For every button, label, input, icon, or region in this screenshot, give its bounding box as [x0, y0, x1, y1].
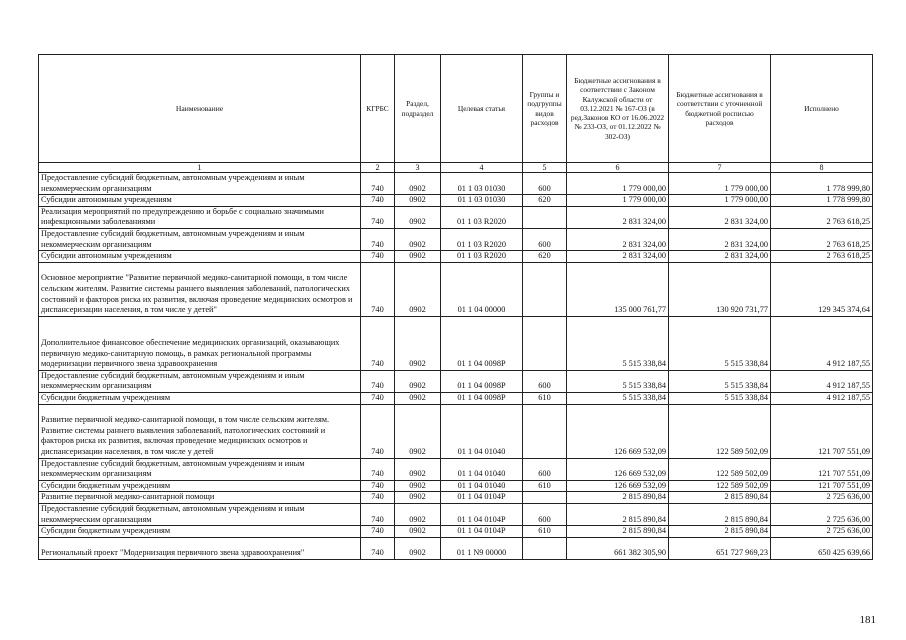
table-row [39, 251, 873, 263]
row-expense-type [523, 404, 567, 458]
row-kgrbs: 740 [361, 526, 395, 538]
row-expense-type [523, 262, 567, 316]
row-executed-amount: 1 778 999,80 [771, 173, 873, 195]
row-expense-type: 600 [523, 370, 567, 392]
row-law-amount: 2 815 890,84 [567, 503, 669, 525]
row-name: Предоставление субсидий бюджетным, автономным учреждениям и иным некоммерческим организациям [39, 458, 361, 480]
row-executed-amount: 650 425 639,66 [771, 537, 873, 559]
row-executed-amount: 121 707 551,09 [771, 458, 873, 480]
col-number: 4 [441, 163, 523, 173]
row-name: Основное мероприятие "Развитие первичной медико-санитарной помощи, в том числе сельским жителям. Развитие системы раннего выявления заболеваний, патологических состояний и факторов риска их развития, включая проведение медицинских осмотров и диспансеризации населения, в том числе у детей" [39, 262, 361, 316]
row-razdel: 0902 [395, 316, 441, 370]
row-law-amount: 2 831 324,00 [567, 206, 669, 228]
table-row [39, 392, 873, 404]
col-number: 5 [523, 163, 567, 173]
row-razdel: 0902 [395, 228, 441, 250]
row-target-article: 01 1 03 01030 [441, 173, 523, 195]
row-law-amount: 1 779 000,00 [567, 195, 669, 207]
row-law-amount: 5 515 338,84 [567, 316, 669, 370]
row-name: Развитие первичной медико-санитарной помощи [39, 492, 361, 504]
row-expense-type [523, 537, 567, 559]
table-row [39, 316, 873, 370]
table-row [39, 195, 873, 207]
table-row [39, 173, 873, 195]
row-name: Субсидии бюджетным учреждениям [39, 526, 361, 538]
row-target-article: 01 1 04 0104P [441, 503, 523, 525]
row-name: Реализация мероприятий по предупреждению и борьбе с социально значимыми инфекционными заболеваниями [39, 206, 361, 228]
row-executed-amount: 121 707 551,09 [771, 404, 873, 458]
row-law-amount: 126 669 532,09 [567, 458, 669, 480]
row-law-amount: 2 831 324,00 [567, 251, 669, 263]
header-executed: Исполнено [771, 55, 873, 163]
row-razdel: 0902 [395, 262, 441, 316]
row-expense-type [523, 316, 567, 370]
row-name: Дополнительное финансовое обеспечение медицинских организаций, оказывающих первичную медико-санитарную помощь, в рамках региональной программы модернизации первичного звена здравоохранения [39, 316, 361, 370]
row-law-amount: 126 669 532,09 [567, 480, 669, 492]
row-razdel: 0902 [395, 251, 441, 263]
row-target-article: 01 1 04 01040 [441, 458, 523, 480]
row-target-article: 01 1 04 0104P [441, 492, 523, 504]
row-kgrbs: 740 [361, 404, 395, 458]
row-name: Субсидии бюджетным учреждениям [39, 480, 361, 492]
table-row [39, 262, 873, 316]
row-executed-amount: 2 763 618,25 [771, 251, 873, 263]
row-law-amount: 2 815 890,84 [567, 526, 669, 538]
row-target-article: 01 1 03 01030 [441, 195, 523, 207]
row-razdel: 0902 [395, 503, 441, 525]
row-razdel: 0902 [395, 458, 441, 480]
row-rospis-amount: 2 831 324,00 [669, 206, 771, 228]
row-target-article: 01 1 04 0098P [441, 370, 523, 392]
row-rospis-amount: 2 815 890,84 [669, 492, 771, 504]
header-kgrbs: КГРБС [361, 55, 395, 163]
header-razdel: Раздел, подраздел [395, 55, 441, 163]
row-name: Предоставление субсидий бюджетным, автономным учреждениям и иным некоммерческим организациям [39, 228, 361, 250]
row-kgrbs: 740 [361, 370, 395, 392]
row-executed-amount: 2 763 618,25 [771, 206, 873, 228]
row-executed-amount: 2 763 618,25 [771, 228, 873, 250]
row-executed-amount: 121 707 551,09 [771, 480, 873, 492]
row-executed-amount: 4 912 187,55 [771, 370, 873, 392]
col-number: 2 [361, 163, 395, 173]
row-target-article: 01 1 04 0098P [441, 392, 523, 404]
col-number: 7 [669, 163, 771, 173]
row-razdel: 0902 [395, 480, 441, 492]
header-rospis-allocations: Бюджетные ассигнования в соответствии с уточненной бюджетной росписью расходов [669, 55, 771, 163]
row-target-article: 01 1 04 0104P [441, 526, 523, 538]
row-expense-type: 620 [523, 195, 567, 207]
row-rospis-amount: 2 831 324,00 [669, 228, 771, 250]
row-executed-amount: 2 725 636,00 [771, 526, 873, 538]
row-kgrbs: 740 [361, 480, 395, 492]
row-razdel: 0902 [395, 404, 441, 458]
row-razdel: 0902 [395, 370, 441, 392]
row-razdel: 0902 [395, 195, 441, 207]
row-kgrbs: 740 [361, 228, 395, 250]
col-number: 6 [567, 163, 669, 173]
row-rospis-amount: 5 515 338,84 [669, 316, 771, 370]
row-rospis-amount: 651 727 969,23 [669, 537, 771, 559]
row-executed-amount: 4 912 187,55 [771, 392, 873, 404]
table-row [39, 370, 873, 392]
row-razdel: 0902 [395, 392, 441, 404]
row-razdel: 0902 [395, 537, 441, 559]
row-law-amount: 1 779 000,00 [567, 173, 669, 195]
header-expense-type: Группы и подгруппы видов расходов [523, 55, 567, 163]
row-expense-type [523, 206, 567, 228]
row-executed-amount: 1 778 999,80 [771, 195, 873, 207]
row-executed-amount: 2 725 636,00 [771, 503, 873, 525]
row-name: Субсидии автономным учреждениям [39, 251, 361, 263]
row-kgrbs: 740 [361, 195, 395, 207]
row-target-article: 01 1 03 R2020 [441, 251, 523, 263]
row-law-amount: 126 669 532,09 [567, 404, 669, 458]
row-kgrbs: 740 [361, 492, 395, 504]
col-number: 8 [771, 163, 873, 173]
row-rospis-amount: 2 831 324,00 [669, 251, 771, 263]
row-expense-type: 620 [523, 251, 567, 263]
row-rospis-amount: 1 779 000,00 [669, 173, 771, 195]
row-kgrbs: 740 [361, 392, 395, 404]
row-kgrbs: 740 [361, 262, 395, 316]
table-row [39, 480, 873, 492]
row-target-article: 01 1 04 00000 [441, 262, 523, 316]
row-expense-type: 610 [523, 480, 567, 492]
row-rospis-amount: 5 515 338,84 [669, 392, 771, 404]
table-row [39, 503, 873, 525]
row-rospis-amount: 5 515 338,84 [669, 370, 771, 392]
row-razdel: 0902 [395, 206, 441, 228]
table-row [39, 228, 873, 250]
row-razdel: 0902 [395, 173, 441, 195]
row-law-amount: 2 815 890,84 [567, 492, 669, 504]
row-rospis-amount: 2 815 890,84 [669, 503, 771, 525]
row-rospis-amount: 1 779 000,00 [669, 195, 771, 207]
table-body [39, 173, 873, 560]
row-name: Развитие первичной медико-санитарной помощи, в том числе сельским жителям. Развитие системы раннего выявления заболеваний, патологических состояний и факторов риска их развития, включая проведение медицинских осмотров и диспансеризации населения, в том числе у детей [39, 404, 361, 458]
row-target-article: 01 1 04 01040 [441, 404, 523, 458]
row-name: Предоставление субсидий бюджетным, автономным учреждениям и иным некоммерческим организациям [39, 173, 361, 195]
col-number: 1 [39, 163, 361, 173]
row-name: Субсидии автономным учреждениям [39, 195, 361, 207]
row-name: Предоставление субсидий бюджетным, автономным учреждениям и иным некоммерческим организациям [39, 370, 361, 392]
table-row [39, 526, 873, 538]
row-law-amount: 5 515 338,84 [567, 392, 669, 404]
row-law-amount: 135 000 761,77 [567, 262, 669, 316]
row-rospis-amount: 130 920 731,77 [669, 262, 771, 316]
row-executed-amount: 4 912 187,55 [771, 316, 873, 370]
header-name: Наименование [39, 55, 361, 163]
row-kgrbs: 740 [361, 316, 395, 370]
row-kgrbs: 740 [361, 173, 395, 195]
row-name: Предоставление субсидий бюджетным, автономным учреждениям и иным некоммерческим организациям [39, 503, 361, 525]
budget-table [38, 54, 873, 560]
row-expense-type: 600 [523, 458, 567, 480]
table-header-row [39, 55, 873, 163]
row-name: Субсидии бюджетным учреждениям [39, 392, 361, 404]
row-kgrbs: 740 [361, 458, 395, 480]
table-row [39, 206, 873, 228]
row-target-article: 01 1 03 R2020 [441, 228, 523, 250]
table-row [39, 537, 873, 559]
row-law-amount: 661 382 305,90 [567, 537, 669, 559]
row-name: Региональный проект "Модернизация первичного звена здравоохранения" [39, 537, 361, 559]
row-razdel: 0902 [395, 492, 441, 504]
header-target-article: Целевая статья [441, 55, 523, 163]
row-expense-type [523, 492, 567, 504]
row-rospis-amount: 122 589 502,09 [669, 458, 771, 480]
column-number-row [39, 163, 873, 173]
header-law-allocations: Бюджетные ассигнования в соответствии с Законом Калужской области от 03.12.2021 № 167-ОЗ (в ред.Законов КО от 16.06.2022 № 233-ОЗ, от 01.12.2022 № 302-ОЗ) [567, 55, 669, 163]
row-expense-type: 610 [523, 392, 567, 404]
row-kgrbs: 740 [361, 206, 395, 228]
row-expense-type: 600 [523, 503, 567, 525]
col-number: 3 [395, 163, 441, 173]
row-target-article: 01 1 04 0098P [441, 316, 523, 370]
row-expense-type: 600 [523, 228, 567, 250]
row-kgrbs: 740 [361, 503, 395, 525]
row-razdel: 0902 [395, 526, 441, 538]
row-law-amount: 2 831 324,00 [567, 228, 669, 250]
row-kgrbs: 740 [361, 251, 395, 263]
row-expense-type: 600 [523, 173, 567, 195]
row-executed-amount: 2 725 636,00 [771, 492, 873, 504]
table-row [39, 404, 873, 458]
page-number: 181 [859, 614, 876, 626]
row-expense-type: 610 [523, 526, 567, 538]
row-rospis-amount: 2 815 890,84 [669, 526, 771, 538]
row-target-article: 01 1 04 01040 [441, 480, 523, 492]
row-rospis-amount: 122 589 502,09 [669, 480, 771, 492]
row-kgrbs: 740 [361, 537, 395, 559]
row-rospis-amount: 122 589 502,09 [669, 404, 771, 458]
row-target-article: 01 1 N9 00000 [441, 537, 523, 559]
row-executed-amount: 129 345 374,64 [771, 262, 873, 316]
row-law-amount: 5 515 338,84 [567, 370, 669, 392]
table-row [39, 492, 873, 504]
row-target-article: 01 1 03 R2020 [441, 206, 523, 228]
table-row [39, 458, 873, 480]
